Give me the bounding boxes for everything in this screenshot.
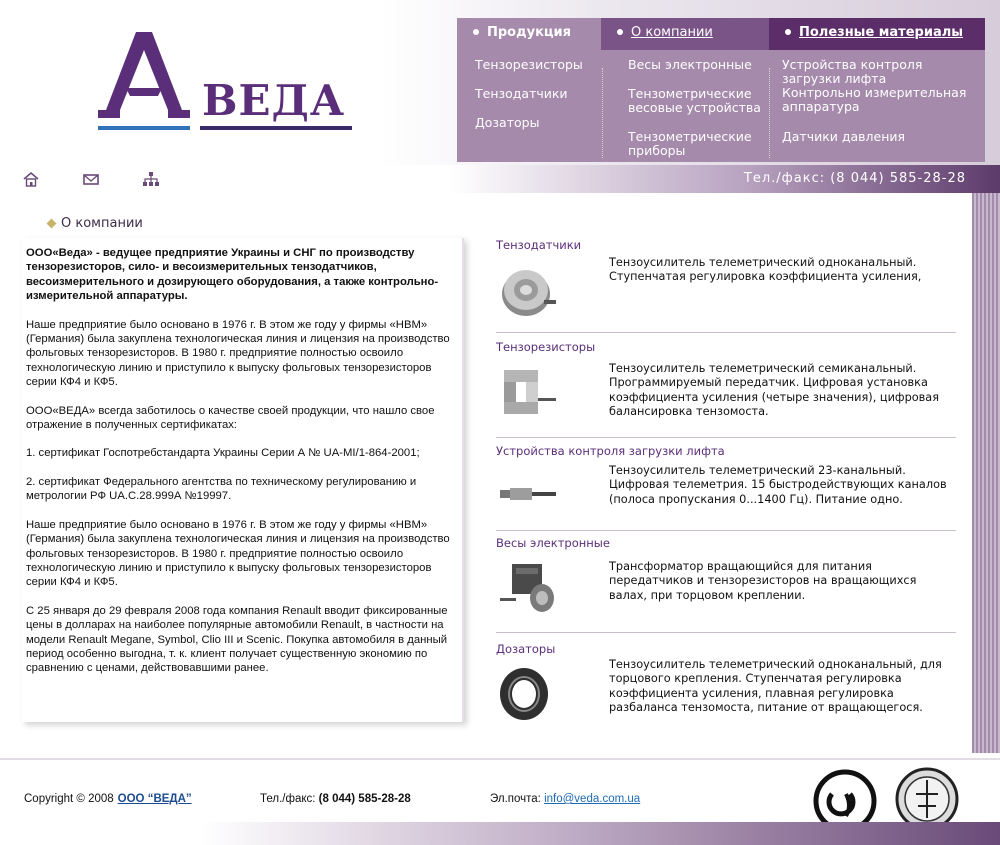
bullet-icon	[617, 29, 623, 35]
copyright-text: Copyright © 2008	[24, 793, 114, 805]
logo-underline-blue	[98, 126, 190, 130]
s-type-sensor-image[interactable]	[498, 362, 558, 424]
menu-tab-label: Полезные материалы	[799, 25, 963, 40]
divider	[496, 332, 956, 333]
footer-phone-number: (8 044) 585-28-28	[318, 793, 411, 805]
menu-item-tenzodatchiki[interactable]: Тензодатчики	[475, 86, 568, 101]
footer-email-label: Эл.почта:	[490, 793, 541, 805]
footer-stripe	[0, 822, 1000, 845]
menu-item-tenzorezistory[interactable]: Тензорезисторы	[475, 57, 583, 72]
logo-name: ВЕДА	[202, 76, 346, 125]
menu-tab-useful-materials[interactable]	[769, 18, 985, 50]
menu-item-tenzometricheskie-2[interactable]: Тензометрические	[628, 129, 752, 144]
menu-tab-label: Продукция	[487, 25, 572, 40]
section-title-text: О компании	[61, 216, 143, 231]
company-link[interactable]: ООО “ВЕДА”	[117, 793, 192, 805]
product-description: Тензоусилитель телеметрический одноканальный. Ступенчатая регулировка коэффициента усиления,	[609, 256, 922, 284]
footer-email	[490, 793, 640, 805]
sitemap-icon[interactable]	[142, 171, 160, 187]
product-title-link[interactable]: Весы электронные	[496, 536, 610, 550]
article-paragraph: С 25 января до 29 февраля 2008 года компания Renault вводит фиксированные цены в долларах на наиболее популярные автомобили Renault, в частности на модели Renault Megane, Symbol, Clio III и Scenic. Покупка автомобиля в данный период особенно выгодна, т. к. клиент получает существенную экономию по сравнению с ценами, действовавшими ранее.	[26, 604, 448, 675]
article-lead: ООО«Веда» - ведущее предприятие Украины и СНГ по производству тензорезисторов, сило- и весоизмерительных тензодатчиков, весоизмерительного и дозирующего оборудования, а также контрольно-измерительной аппаратуры.	[26, 247, 439, 303]
divider	[496, 530, 956, 531]
logo-a-icon	[96, 28, 196, 128]
product-title-link[interactable]: Тензорезисторы	[496, 340, 596, 354]
menu-item-zagruzki-lifta[interactable]: загрузки лифта	[782, 71, 887, 86]
menu-divider	[602, 68, 604, 158]
bullet-icon	[473, 29, 479, 35]
bullet-icon	[785, 29, 791, 35]
menu-item-dozatory[interactable]: Дозаторы	[475, 115, 540, 130]
menu-item-ustroystva-kontrolya[interactable]: Устройства контроля	[782, 57, 923, 72]
article-paragraph: ООО«ВЕДА» всегда заботилось о качестве своей продукции, что нашло свое отражение в полученных сертификатах:	[26, 404, 435, 432]
divider	[496, 632, 956, 633]
menu-divider	[769, 68, 771, 158]
article-paragraph: 1. сертификат Госпотребстандарта Украины Серии А № UA-MI/1-864-2001;	[26, 447, 420, 460]
product-title-link[interactable]: Устройства контроля загрузки лифта	[496, 444, 725, 458]
email-link[interactable]: info@veda.com.ua	[544, 793, 641, 805]
decorative-stripe	[972, 193, 1000, 753]
article-paragraph: Наше предприятие было основано в 1976 г. В этом же году у фирмы «НВМ» (Германия) была закуплена технологическая линия и лицензия на производство фольговых тензорезисторов. В 1980 г. предприятие полностью освоило технологическую линию и приступило к выпуску фольговых тензорезисторов серии КФ4 и КФ5.	[26, 318, 450, 389]
home-icon[interactable]	[22, 171, 40, 187]
menu-item-vesovye-ustroystva[interactable]: весовые устройства	[628, 100, 761, 115]
menu-tab-about[interactable]	[601, 18, 769, 50]
product-description: Тензоусилитель телеметрический 23-канальный. Цифровая телеметрия. 15 быстродействующих каналов (полоса пропускания 0...1400 Гц). Питание одно.	[609, 464, 947, 506]
menu-item-pribory[interactable]: приборы	[628, 143, 686, 158]
bullet-icon	[47, 219, 57, 229]
footer-phone-label: Тел./факс:	[260, 793, 316, 805]
load-cell-image[interactable]	[498, 260, 558, 322]
mail-icon[interactable]	[82, 171, 100, 187]
footer-divider	[0, 758, 1000, 760]
product-title-link[interactable]: Тензодатчики	[496, 238, 582, 252]
menu-tab-products[interactable]	[457, 18, 601, 50]
footer-phone	[260, 793, 411, 805]
menu-tab-label: О компании	[631, 25, 713, 40]
article-paragraph: 2. сертификат Федерального агентства по техническому регулированию и метрологии РФ UA.С.28.999А №19997.	[26, 475, 417, 503]
footer-copyright	[24, 793, 192, 805]
header-phone: Тел./факс: (8 044) 585-28-28	[743, 171, 966, 186]
header	[0, 0, 1000, 165]
logo-underline-purple	[200, 126, 352, 130]
product-title-link[interactable]: Дозаторы	[496, 642, 556, 656]
product-description: Трансформатор вращающийся для питания передатчиков и тензорезисторов на вращающихся валах, при торцовом креплении.	[609, 560, 917, 602]
menu-item-tenzometricheskie-1[interactable]: Тензометрические	[628, 86, 752, 101]
divider	[496, 437, 956, 438]
main-menu	[457, 18, 985, 162]
menu-item-datchiki-davleniya[interactable]: Датчики давления	[782, 129, 906, 144]
product-description: Тензоусилитель телеметрический семиканальный. Программируемый передатчик. Цифровая установка коэффициента усиления (четыре значения), цифровая балансировка тензомоста.	[609, 362, 940, 419]
ring-sensor-image[interactable]	[498, 662, 558, 724]
product-description: Тензоусилитель телеметрический одноканальный, для торцового крепления. Ступенчатая регулировка коэффициента усиления, плавная регулировка разбаланса тензомоста, питание от вращающегося.	[609, 658, 942, 715]
menu-item-kontrolno-izmeritelnaya[interactable]: Контрольно измерительная	[782, 85, 967, 100]
lift-sensor-image[interactable]	[498, 464, 558, 526]
article-panel	[22, 238, 464, 722]
article-paragraph: Наше предприятие было основано в 1976 г. В этом же году у фирмы «НВМ» (Германия) была закуплена технологическая линия и лицензия на производство фольговых тензорезисторов. В 1980 г. предприятие полностью освоило технологическую линию и приступило к выпуску фольговых тензорезисторов серии КФ4 и КФ5.	[26, 518, 450, 589]
rotary-transformer-image[interactable]	[498, 558, 558, 620]
icon-bar	[0, 165, 1000, 193]
article-text	[26, 246, 458, 690]
menu-item-apparatura[interactable]: аппаратура	[782, 99, 860, 114]
menu-item-vesy[interactable]: Весы электронные	[628, 57, 752, 72]
section-title	[48, 216, 143, 231]
